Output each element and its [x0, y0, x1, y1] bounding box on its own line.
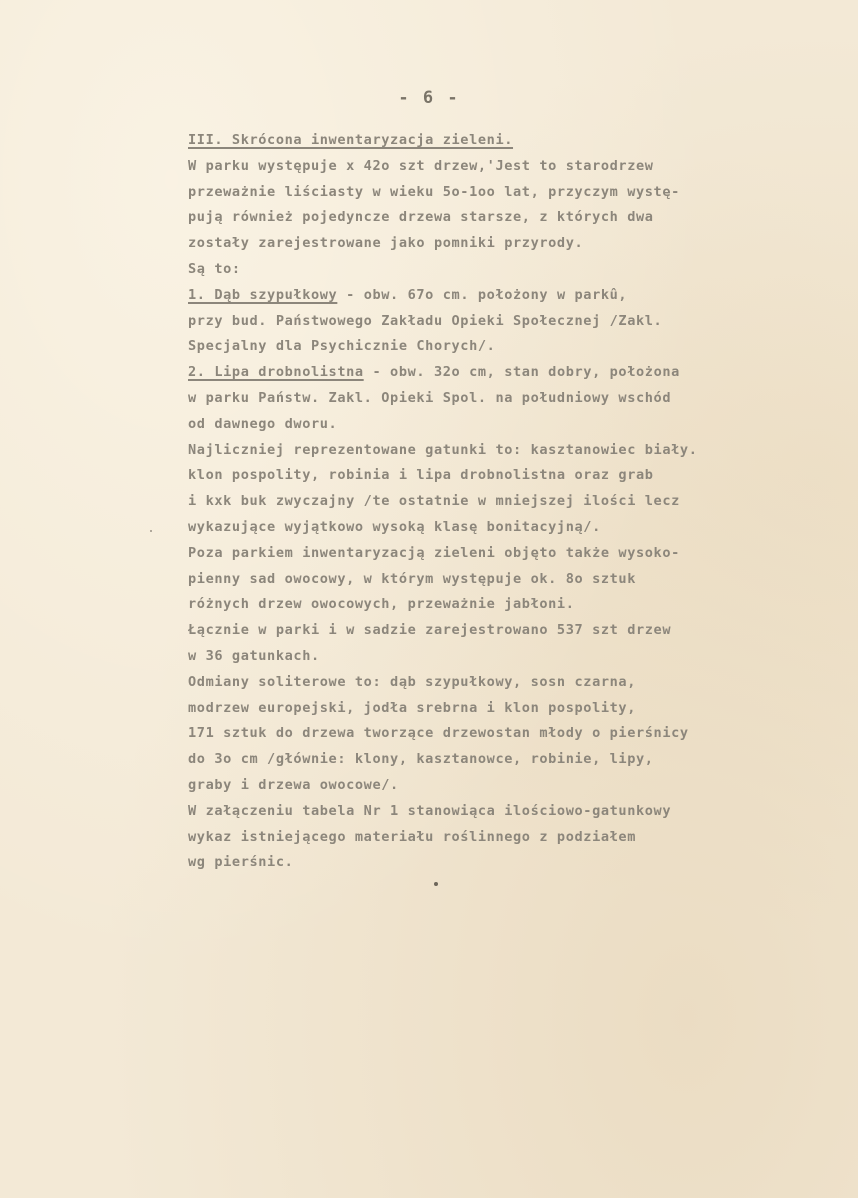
list-item-2: [188, 360, 828, 386]
list-item-1-text: - obw. 67o cm. położony w parkû,: [337, 286, 628, 303]
list-item-2-label: 2. Lipa drobnolistna: [188, 364, 364, 381]
text-line: W parku występuje x 42o szt drzew,'Jest to starodrzew: [188, 157, 654, 174]
document-body: [188, 128, 828, 876]
text-line: różnych drzew owocowych, przeważnie jabłoni.: [188, 596, 575, 613]
text-line: przeważnie liściasty w wieku 5o-1oo lat, przyczym wystę-: [188, 183, 680, 200]
text-line: w 36 gatunkach.: [188, 647, 320, 664]
text-line: Najliczniej reprezentowane gatunki to: kasztanowiec biały.: [188, 441, 698, 458]
text-line: przy bud. Państwowego Zakładu Opieki Społecznej /Zakl.: [188, 312, 663, 329]
text-line: 171 sztuk do drzewa tworzące drzewostan młody o pierśnicy: [188, 725, 689, 742]
text-line: Poza parkiem inwentaryzacją zieleni objęto także wysoko-: [188, 544, 680, 561]
text-line: Są to:: [188, 260, 241, 277]
text-line: graby i drzewa owocowe/.: [188, 776, 399, 793]
text-line: wg pierśnic.: [188, 854, 294, 871]
text-line: pienny sad owocowy, w którym występuje ok. 8o sztuk: [188, 570, 636, 587]
section-heading: III. Skrócona inwentaryzacja zieleni.: [188, 132, 514, 148]
text-line: i kxk buk zwyczajny /te ostatnie w mniejszej ilości lecz: [188, 493, 680, 510]
text-line: zostały zarejestrowane jako pomniki przyrody.: [188, 235, 584, 252]
text-line: modrzew europejski, jodła srebrna i klon pospolity,: [188, 699, 636, 716]
text-line: Odmiany soliterowe to: dąb szypułkowy, sosn czarna,: [188, 673, 636, 690]
text-line: od dawnego dworu.: [188, 415, 338, 432]
text-line: klon pospolity, robinia i lipa drobnolistna oraz grab: [188, 467, 654, 484]
text-line: Specjalny dla Psychicznie Chorych/.: [188, 338, 496, 355]
page-number: - 6 -: [398, 88, 460, 108]
list-item-1-label: 1. Dąb szypułkowy: [188, 286, 338, 303]
paper-speck: [434, 882, 438, 886]
list-item-1: [188, 283, 828, 309]
text-line: Łącznie w parki i w sadzie zarejestrowano 537 szt drzew: [188, 622, 672, 639]
list-item-2-text: - obw. 32o cm, stan dobry, położona: [363, 364, 680, 381]
text-line: pują również pojedyncze drzewa starsze, z których dwa: [188, 209, 654, 226]
text-line: wykaz istniejącego materiału roślinnego z podziałem: [188, 828, 636, 845]
text-line: w parku Państw. Zakl. Opieki Spol. na południowy wschód: [188, 389, 672, 406]
paper-speck: [150, 530, 152, 532]
text-line: wykazujące wyjątkowo wysoką klasę bonitacyjną/.: [188, 518, 601, 535]
text-line: do 3o cm /głównie: klony, kasztanowce, robinie, lipy,: [188, 751, 654, 768]
text-line: W załączeniu tabela Nr 1 stanowiąca ilościowo-gatunkowy: [188, 802, 672, 819]
